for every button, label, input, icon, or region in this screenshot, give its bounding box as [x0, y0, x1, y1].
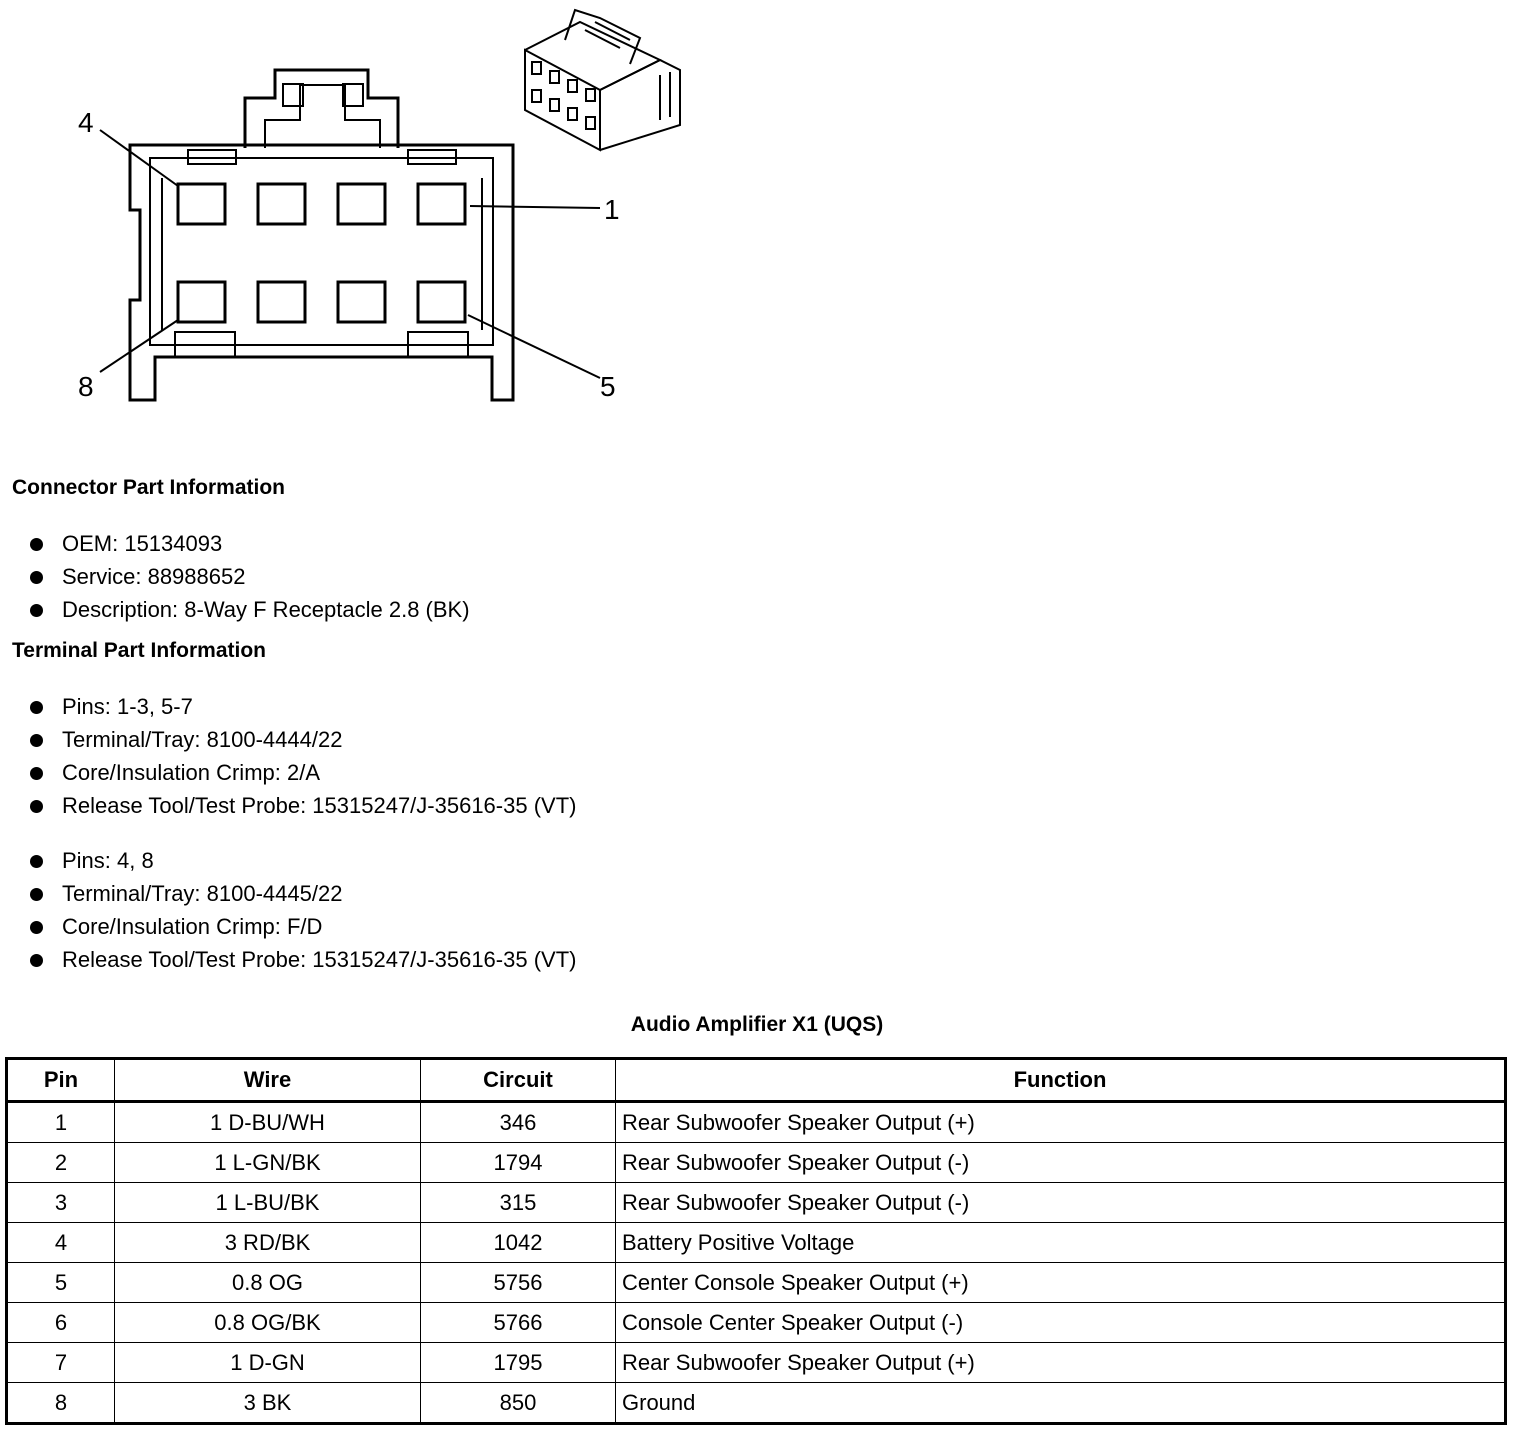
function-cell: Center Console Speaker Output (+) — [616, 1263, 1506, 1303]
table-row — [7, 1263, 1506, 1303]
wire-cell: 3 RD/BK — [115, 1223, 421, 1263]
wire-cell: 1 L-GN/BK — [115, 1143, 421, 1183]
terminal-info-list-1 — [28, 690, 576, 822]
connector-info-heading: Connector Part Information — [12, 476, 286, 499]
column-header-wire: Wire — [115, 1059, 421, 1102]
wire-cell: 1 D-GN — [115, 1343, 421, 1383]
wire-cell: 3 BK — [115, 1383, 421, 1424]
function-cell: Rear Subwoofer Speaker Output (+) — [616, 1343, 1506, 1383]
connector-diagram — [0, 0, 720, 420]
callout-pin-8: 8 — [78, 371, 94, 402]
list-item: Release Tool/Test Probe: 15315247/J-35616-35 (VT) — [28, 789, 576, 822]
terminal-info-list-2 — [28, 844, 576, 976]
list-item: Service: 88988652 — [28, 560, 470, 593]
circuit-cell: 1042 — [421, 1223, 616, 1263]
list-item: Core/Insulation Crimp: F/D — [28, 910, 576, 943]
list-item: Pins: 4, 8 — [28, 844, 576, 877]
wire-cell: 1 D-BU/WH — [115, 1102, 421, 1143]
callout-pin-1: 1 — [604, 194, 620, 225]
list-item: Description: 8-Way F Receptacle 2.8 (BK) — [28, 593, 470, 626]
list-item: Terminal/Tray: 8100-4444/22 — [28, 723, 576, 756]
table-row — [7, 1303, 1506, 1343]
callout-pin-4: 4 — [78, 107, 94, 138]
pin-cell: 8 — [7, 1383, 115, 1424]
table-row — [7, 1183, 1506, 1223]
circuit-cell: 315 — [421, 1183, 616, 1223]
pin-cell: 5 — [7, 1263, 115, 1303]
column-header-function: Function — [616, 1059, 1506, 1102]
function-cell: Console Center Speaker Output (-) — [616, 1303, 1506, 1343]
function-cell: Ground — [616, 1383, 1506, 1424]
pin-cell: 2 — [7, 1143, 115, 1183]
pin-cell: 7 — [7, 1343, 115, 1383]
table-header-row — [7, 1059, 1506, 1102]
list-item: Release Tool/Test Probe: 15315247/J-35616-35 (VT) — [28, 943, 576, 976]
function-cell: Rear Subwoofer Speaker Output (-) — [616, 1183, 1506, 1223]
pin-cell: 3 — [7, 1183, 115, 1223]
column-header-circuit: Circuit — [421, 1059, 616, 1102]
callout-pin-5: 5 — [600, 371, 616, 402]
pinout-table — [5, 1057, 1507, 1425]
pin-cell: 1 — [7, 1102, 115, 1143]
list-item: OEM: 15134093 — [28, 527, 470, 560]
circuit-cell: 5766 — [421, 1303, 616, 1343]
table-row — [7, 1343, 1506, 1383]
wire-cell: 0.8 OG/BK — [115, 1303, 421, 1343]
connector-info-list — [28, 527, 470, 626]
column-header-pin: Pin — [7, 1059, 115, 1102]
wire-cell: 1 L-BU/BK — [115, 1183, 421, 1223]
circuit-cell: 850 — [421, 1383, 616, 1424]
pin-cell: 6 — [7, 1303, 115, 1343]
table-row — [7, 1383, 1506, 1424]
function-cell: Battery Positive Voltage — [616, 1223, 1506, 1263]
wire-cell: 0.8 OG — [115, 1263, 421, 1303]
table-row — [7, 1223, 1506, 1263]
table-title: Audio Amplifier X1 (UQS) — [630, 1013, 884, 1036]
list-item: Terminal/Tray: 8100-4445/22 — [28, 877, 576, 910]
circuit-cell: 1795 — [421, 1343, 616, 1383]
list-item: Pins: 1-3, 5-7 — [28, 690, 576, 723]
function-cell: Rear Subwoofer Speaker Output (-) — [616, 1143, 1506, 1183]
list-item: Core/Insulation Crimp: 2/A — [28, 756, 576, 789]
circuit-cell: 5756 — [421, 1263, 616, 1303]
terminal-info-heading: Terminal Part Information — [12, 639, 266, 662]
table-row — [7, 1102, 1506, 1143]
circuit-cell: 1794 — [421, 1143, 616, 1183]
function-cell: Rear Subwoofer Speaker Output (+) — [616, 1102, 1506, 1143]
circuit-cell: 346 — [421, 1102, 616, 1143]
table-row — [7, 1143, 1506, 1183]
pin-cell: 4 — [7, 1223, 115, 1263]
